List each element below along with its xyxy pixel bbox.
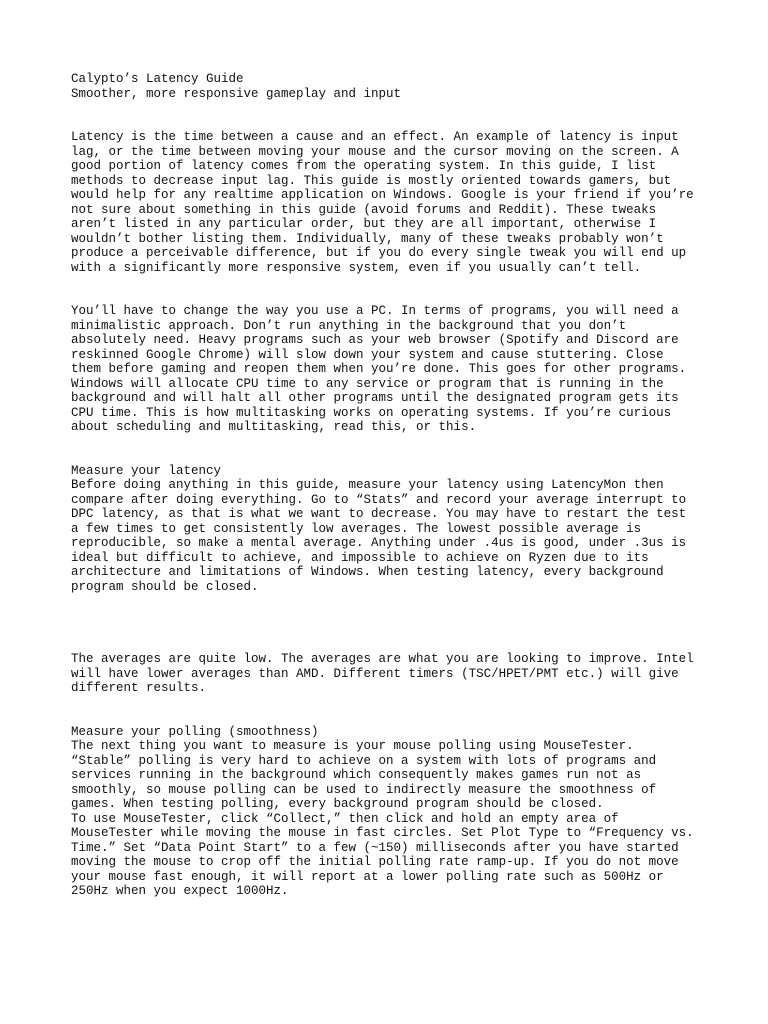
paragraph-line: reproducible, so make a mental average. Anything under .4us is good, under .3us is bbox=[71, 536, 687, 550]
section-heading-polling: Measure your polling (smoothness) bbox=[71, 724, 319, 739]
intro-paragraph bbox=[71, 130, 711, 275]
paragraph-line: different results. bbox=[71, 681, 207, 695]
paragraph-line: with a significantly more responsive system, even if you usually can’t tell. bbox=[71, 260, 642, 275]
paragraph-line: would help for any realtime application on Windows. Google is your friend if you’re bbox=[71, 188, 694, 202]
paragraph-line: lag, or the time between moving your mouse and the cursor moving on the screen. A bbox=[71, 144, 679, 159]
paragraph-line: MouseTester while moving the mouse in fast circles. Set Plot Type to “Frequency vs. bbox=[71, 826, 694, 840]
paragraph-line: The averages are quite low. The averages are what you are looking to improve. Intel bbox=[71, 652, 694, 666]
paragraph-line: services running in the background which consequently makes games run not as bbox=[71, 768, 642, 782]
paragraph-line: program should be closed. bbox=[71, 579, 259, 594]
paragraph-line: moving the mouse to crop off the initial polling rate ramp-up. If you do not move bbox=[71, 855, 679, 869]
paragraph-line: architecture and limitations of Windows. When testing latency, every background bbox=[71, 565, 664, 579]
paragraph-line: games. When testing polling, every background program should be closed. bbox=[71, 797, 604, 811]
paragraph-line: Before doing anything in this guide, measure your latency using LatencyMon then bbox=[71, 478, 664, 492]
usage-paragraph bbox=[71, 304, 711, 435]
paragraph-line: “Stable” polling is very hard to achieve on a system with lots of programs and bbox=[71, 753, 657, 768]
paragraph-line: CPU time. This is how multitasking works on operating systems. If you’re curious bbox=[71, 405, 672, 420]
averages-paragraph bbox=[71, 652, 711, 696]
paragraph-line: Time.” Set “Data Point Start” to a few (~150) milliseconds after you have started bbox=[71, 840, 679, 855]
paragraph-line: reskinned Google Chrome) will slow down your system and cause stuttering. Close bbox=[71, 347, 664, 362]
paragraph-line: methods to decrease input lag. This guide is mostly oriented towards gamers, but bbox=[71, 173, 672, 188]
section-heading-latency: Measure your latency bbox=[71, 463, 222, 478]
paragraph-line: compare after doing everything. Go to “Stats” and record your average interrupt to bbox=[71, 492, 687, 507]
document-title: Calypto’s Latency Guide bbox=[71, 72, 244, 86]
paragraph-line: 250Hz when you expect 1000Hz. bbox=[71, 884, 289, 898]
paragraph-line: not sure about something in this guide (avoid forums and Reddit). These tweaks bbox=[71, 202, 657, 217]
paragraph-line: a few times to get consistently low averages. The lowest possible average is bbox=[71, 521, 642, 536]
paragraph-line: The next thing you want to measure is your mouse polling using MouseTester. bbox=[71, 739, 634, 753]
paragraph-line: wouldn’t bother listing them. Individually, many of these tweaks probably won’t bbox=[71, 231, 664, 246]
paragraph-line: DPC latency, as that is what we want to decrease. You may have to restart the test bbox=[71, 507, 687, 521]
paragraph-line: aren’t listed in any particular order, but they are all important, otherwise I bbox=[71, 217, 657, 231]
document-page bbox=[71, 72, 711, 899]
paragraph-line: will have lower averages than AMD. Different timers (TSC/HPET/PMT etc.) will give bbox=[71, 666, 679, 681]
paragraph-line: good portion of latency comes from the operating system. In this guide, I list bbox=[71, 159, 657, 173]
paragraph-line: them before gaming and reopen them when you’re done. This goes for other programs. bbox=[71, 362, 687, 376]
paragraph-line: your mouse fast enough, it will report at a lower polling rate such as 500Hz or bbox=[71, 869, 664, 884]
paragraph-line: Latency is the time between a cause and an effect. An example of latency is input bbox=[71, 130, 679, 144]
paragraph-line: produce a perceivable difference, but if you do every single tweak you will end up bbox=[71, 246, 687, 260]
document-subtitle: Smoother, more responsive gameplay and input bbox=[71, 86, 402, 101]
paragraph-line: To use MouseTester, click “Collect,” then click and hold an empty area of bbox=[71, 811, 619, 826]
paragraph-line: absolutely need. Heavy programs such as your web browser (Spotify and Discord are bbox=[71, 333, 679, 347]
paragraph-line: about scheduling and multitasking, read this, or this. bbox=[71, 420, 477, 434]
polling-section bbox=[71, 725, 711, 899]
paragraph-line: Windows will allocate CPU time to any service or program that is running in the bbox=[71, 376, 664, 391]
paragraph-line: background and will halt all other programs until the designated program gets its bbox=[71, 391, 679, 405]
paragraph-line: minimalistic approach. Don’t run anything in the background that you don’t bbox=[71, 318, 627, 333]
paragraph-line: smoothly, so mouse polling can be used to indirectly measure the smoothness of bbox=[71, 782, 657, 797]
paragraph-line: ideal but difficult to achieve, and impossible to achieve on Ryzen due to its bbox=[71, 550, 649, 565]
paragraph-line: You’ll have to change the way you use a PC. In terms of programs, you will need a bbox=[71, 304, 679, 318]
latency-section bbox=[71, 464, 711, 595]
